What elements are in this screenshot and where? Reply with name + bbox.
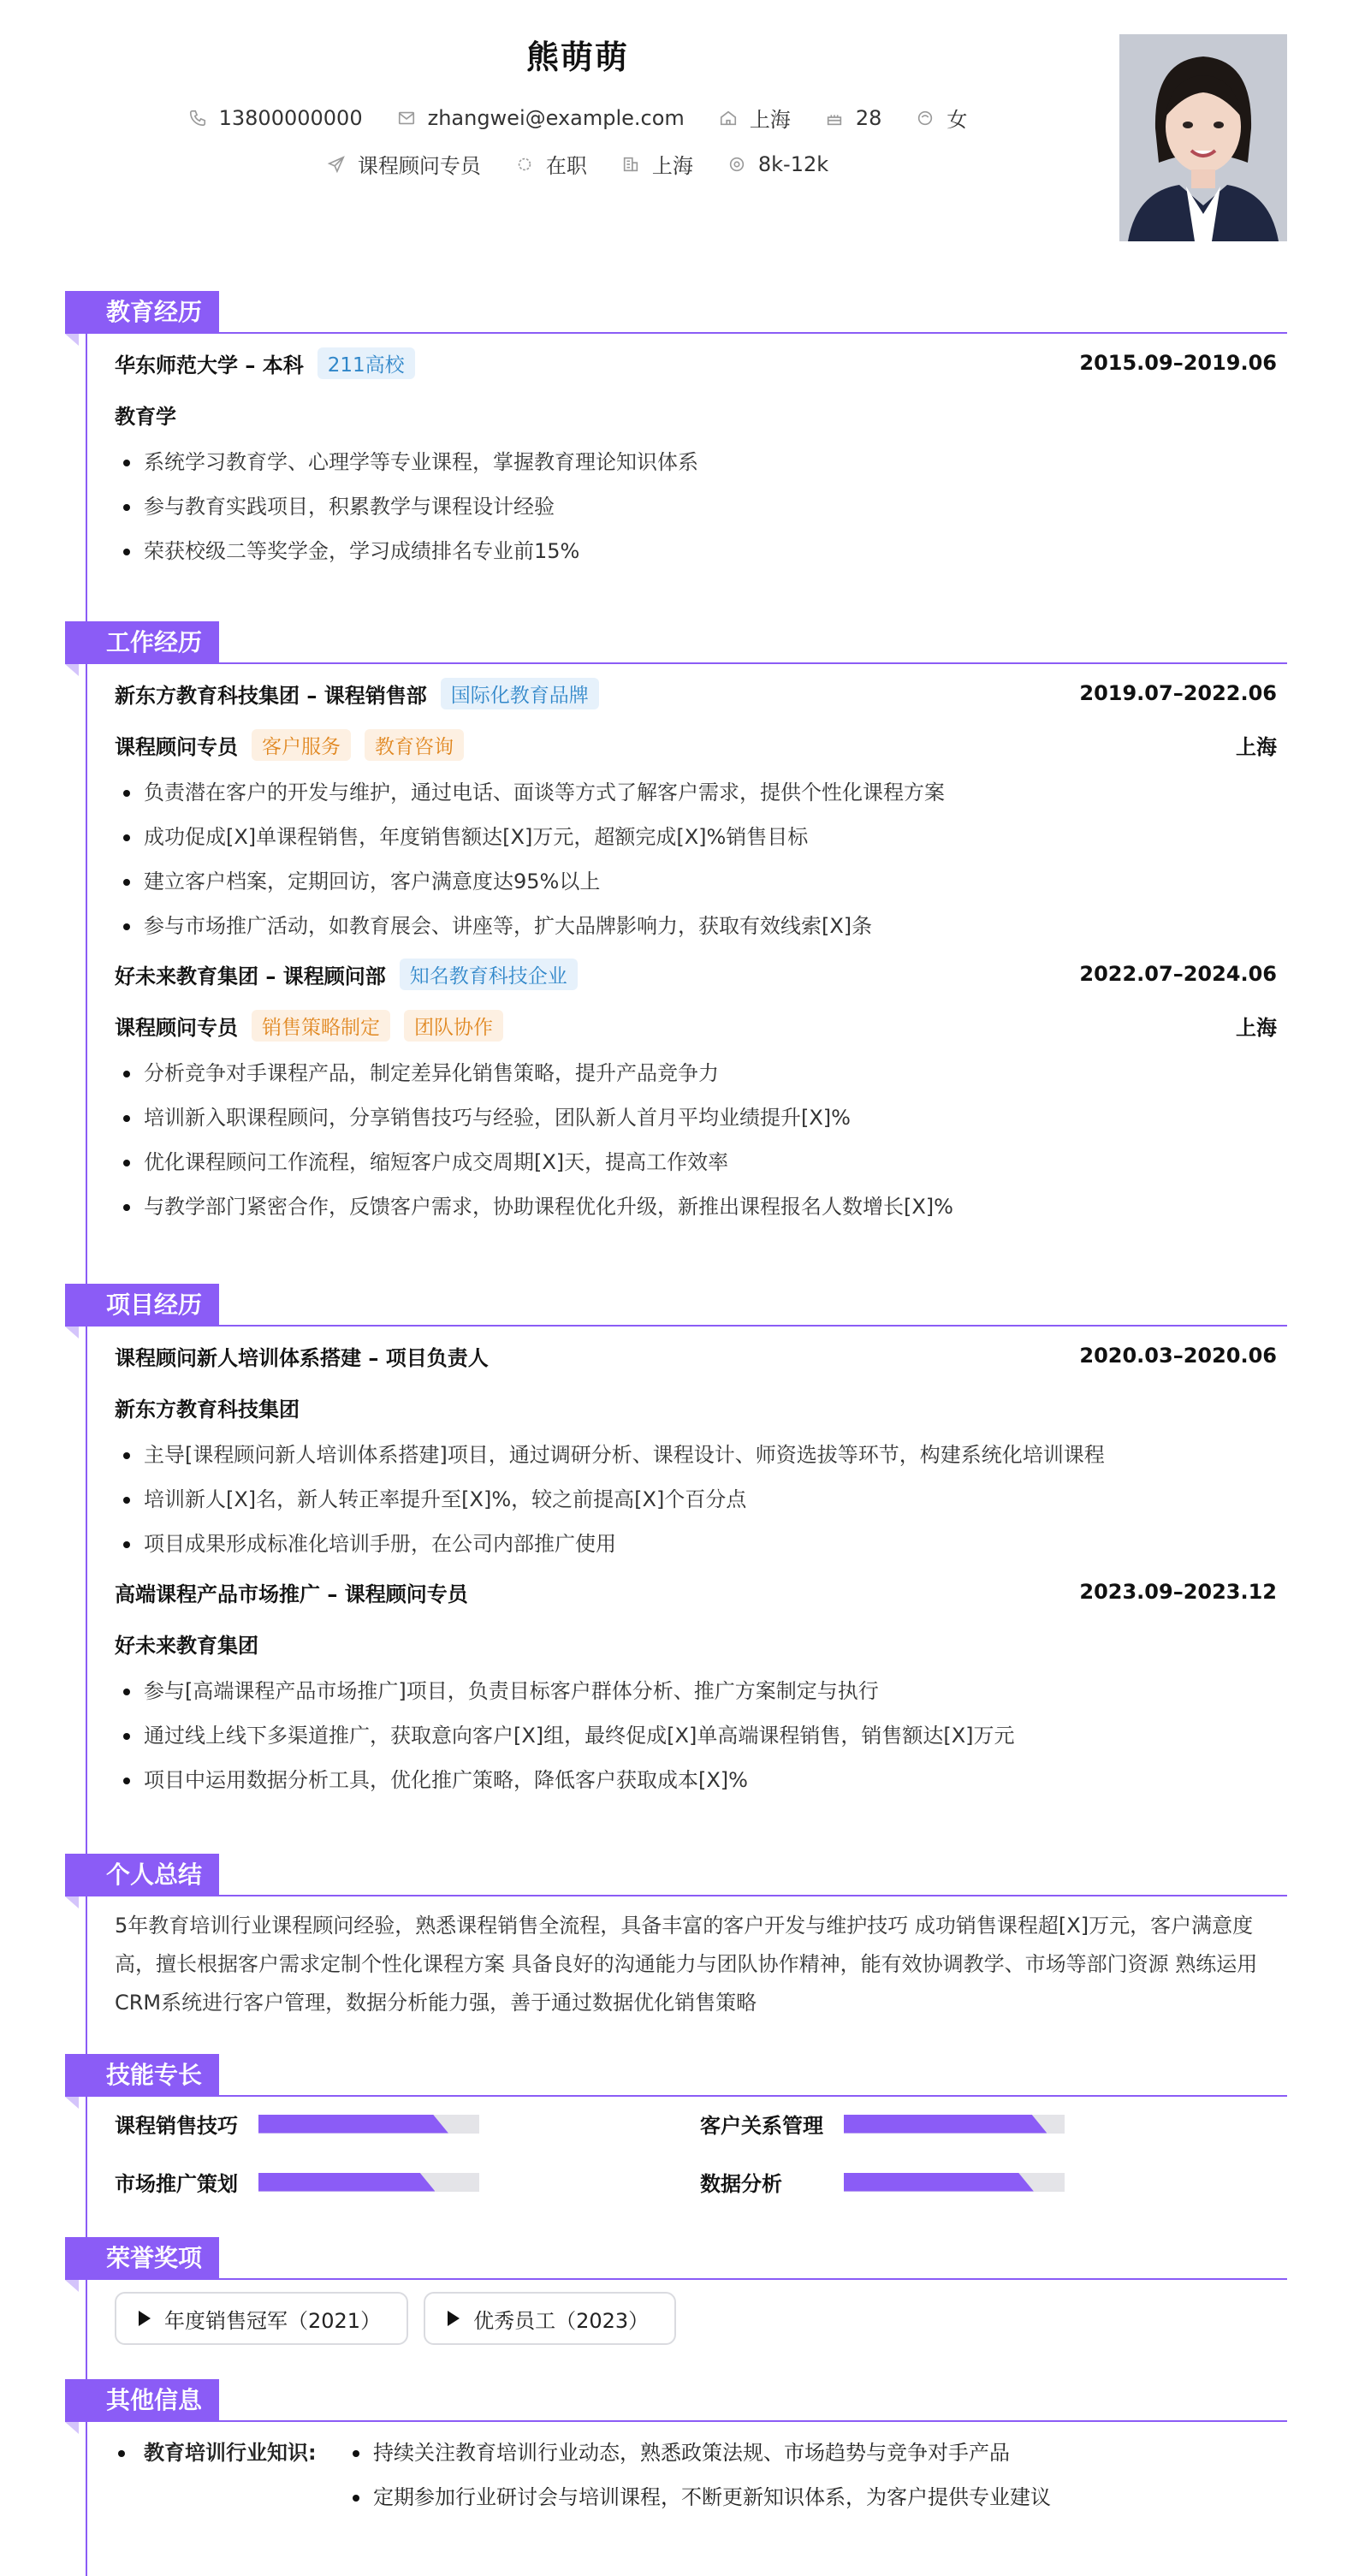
mail-icon xyxy=(397,109,416,128)
work-date: 2019.07–2022.06 xyxy=(1079,681,1277,705)
award-label: 年度销售冠军（2021） xyxy=(164,2308,382,2333)
projects-section xyxy=(65,1284,1287,1802)
education-date: 2015.09–2019.06 xyxy=(1079,351,1277,375)
section-divider xyxy=(219,332,1287,334)
section-header xyxy=(65,2379,1287,2422)
play-icon xyxy=(139,2311,151,2326)
skill-bar-fill xyxy=(258,2115,448,2134)
project-bullets xyxy=(65,1433,1287,1566)
award-item xyxy=(115,2292,408,2345)
section-title: 工作经历 xyxy=(65,621,219,664)
section-divider xyxy=(219,1895,1287,1896)
cake-icon xyxy=(825,109,844,128)
section-title: 技能专长 xyxy=(65,2054,219,2097)
work-bullets xyxy=(65,770,1287,948)
work-bullets xyxy=(65,1051,1287,1229)
major-row xyxy=(65,389,1287,440)
work-entry-header xyxy=(65,948,1287,1000)
section-title: 个人总结 xyxy=(65,1854,219,1896)
section-divider xyxy=(219,662,1287,664)
section-header xyxy=(65,1854,1287,1896)
email-text: zhangwei@example.com xyxy=(427,105,685,130)
salary-text: 8k-12k xyxy=(757,151,829,176)
target-city-info xyxy=(621,149,693,179)
status-icon xyxy=(515,155,534,174)
section-title: 其他信息 xyxy=(65,2379,219,2422)
list-item: 参与[高端课程产品市场推广]项目，负责目标客户群体分析、推广方案制定与执行 xyxy=(144,1669,1287,1713)
skill-bar xyxy=(258,2173,479,2192)
project-date: 2020.03–2020.06 xyxy=(1079,1344,1277,1368)
award-item xyxy=(424,2292,676,2345)
work-section xyxy=(65,621,1287,1229)
skills-section xyxy=(65,2054,1287,2217)
major-name: 教育学 xyxy=(115,404,176,429)
target-position-info xyxy=(327,149,481,179)
awards-section xyxy=(65,2237,1287,2374)
section-header xyxy=(65,2237,1287,2280)
role-name: 课程顾问专员 xyxy=(115,734,238,759)
list-item: 培训新入职课程顾问，分享销售技巧与经验，团队新人首月平均业绩提升[X]% xyxy=(144,1095,1287,1140)
education-section xyxy=(65,291,1287,573)
list-item: 分析竞争对手课程产品，制定差异化销售策略，提升产品竞争力 xyxy=(144,1051,1287,1095)
profile-photo xyxy=(1119,34,1287,241)
list-item: 通过线上线下多渠道推广，获取意向客户[X]组，最终促成[X]单高端课程销售，销售额达[X]万元 xyxy=(144,1713,1287,1758)
candidate-name: 熊萌萌 xyxy=(525,39,629,76)
list-item: 建立客户档案，定期回访，客户满意度达95%以上 xyxy=(144,859,1287,904)
phone-text: 13800000000 xyxy=(218,105,363,130)
work-city: 上海 xyxy=(1236,734,1277,759)
project-name: 课程顾问新人培训体系搭建 – 项目负责人 xyxy=(115,1345,489,1370)
other-values xyxy=(344,2431,1051,2520)
list-item: 荣获校级二等奖学金，学习成绩排名专业前15% xyxy=(144,529,1287,573)
home-city-text: 上海 xyxy=(749,108,791,132)
skill-bar-fill xyxy=(258,2173,435,2192)
section-header xyxy=(65,291,1287,334)
role-row xyxy=(65,1000,1287,1051)
other-key: 教育培训行业知识: xyxy=(115,2431,344,2520)
role-tag: 销售策略制定 xyxy=(252,1010,390,1042)
project-name: 高端课程产品市场推广 – 课程顾问专员 xyxy=(115,1582,468,1606)
building-icon xyxy=(621,155,640,174)
education-bullets xyxy=(65,440,1287,573)
project-org: 新东方教育科技集团 xyxy=(115,1397,300,1422)
project-bullets xyxy=(65,1669,1287,1802)
skill-name: 数据分析 xyxy=(700,2172,782,2196)
section-title: 项目经历 xyxy=(65,1284,219,1327)
work-city: 上海 xyxy=(1236,1015,1277,1040)
list-item: 成功促成[X]单课程销售，年度销售额达[X]万元，超额完成[X]%销售目标 xyxy=(144,815,1287,859)
list-item: 培训新人[X]名，新人转正率提升至[X]%，较之前提高[X]个百分点 xyxy=(144,1477,1287,1522)
skill-name: 客户关系管理 xyxy=(700,2114,823,2138)
list-item: 负责潜在客户的开发与维护，通过电话、面谈等方式了解客户需求，提供个性化课程方案 xyxy=(144,770,1287,815)
skill-item xyxy=(700,2109,1065,2139)
phone-info xyxy=(188,106,363,130)
section-header xyxy=(65,621,1287,664)
job-intent-row xyxy=(0,149,1155,179)
skill-bar xyxy=(844,2115,1065,2134)
target-city-text: 上海 xyxy=(651,154,693,178)
work-date: 2022.07–2024.06 xyxy=(1079,962,1277,986)
section-header xyxy=(65,1284,1287,1327)
contact-row xyxy=(0,103,1155,133)
company-tag: 国际化教育品牌 xyxy=(441,678,599,709)
company-name: 好未来教育集团 – 课程顾问部 xyxy=(115,964,386,988)
role-tag: 客户服务 xyxy=(252,729,351,761)
home-icon xyxy=(719,109,738,128)
other-row xyxy=(115,2431,1287,2520)
work-entry-header xyxy=(65,668,1287,719)
gender-text: 女 xyxy=(947,108,968,132)
section-header xyxy=(65,2054,1287,2097)
salary-info xyxy=(727,152,828,176)
job-status-info xyxy=(515,149,587,179)
other-section xyxy=(65,2379,1287,2520)
play-icon xyxy=(448,2311,460,2326)
role-tag: 团队协作 xyxy=(404,1010,503,1042)
project-date: 2023.09–2023.12 xyxy=(1079,1580,1277,1604)
company-name: 新东方教育科技集团 – 课程销售部 xyxy=(115,683,427,708)
role-tag: 教育咨询 xyxy=(365,729,464,761)
salary-icon xyxy=(727,155,746,174)
list-item: 系统学习教育学、心理学等专业课程，掌握教育理论知识体系 xyxy=(144,440,1287,484)
company-tag: 知名教育科技企业 xyxy=(400,959,578,990)
phone-icon xyxy=(188,109,207,128)
email-info xyxy=(397,106,685,130)
age-info xyxy=(825,106,882,130)
section-divider xyxy=(219,1325,1287,1327)
project-org-row xyxy=(65,1617,1287,1669)
summary-text: 5年教育培训行业课程顾问经验，熟悉课程销售全流程，具备丰富的客户开发与维护技巧 成功销售课程超[X]万元，客户满意度高，擅长根据客户需求定制个性化课程方案 具备良好的沟通能力与团队协作精神，能有效协调教学、市场等部门资源 熟练运用CRM系统进行客户管理，数据分析能力强，善于通过数据优化销售策略 xyxy=(115,1914,1258,2015)
skill-bar-fill xyxy=(844,2173,1034,2192)
project-org: 好未来教育集团 xyxy=(115,1633,258,1658)
section-title: 荣誉奖项 xyxy=(65,2237,219,2280)
skill-name: 市场推广策划 xyxy=(115,2172,238,2196)
list-item: 持续关注教育培训行业动态，熟悉政策法规、市场趋势与竞争对手产品 xyxy=(373,2431,1051,2475)
portrait-image xyxy=(1119,34,1287,241)
target-position-text: 课程顾问专员 xyxy=(357,154,481,178)
skill-item xyxy=(115,2167,479,2197)
award-label: 优秀员工（2023） xyxy=(473,2308,650,2333)
project-entry-header xyxy=(65,1330,1287,1381)
role-name: 课程顾问专员 xyxy=(115,1015,238,1040)
role-row xyxy=(65,719,1287,770)
home-city-info xyxy=(719,103,791,133)
skill-bar xyxy=(258,2115,479,2134)
awards-list xyxy=(65,2280,1287,2374)
section-title: 教育经历 xyxy=(65,291,219,334)
gender-icon xyxy=(916,109,935,128)
job-status-text: 在职 xyxy=(545,154,587,178)
list-item: 主导[课程顾问新人培训体系搭建]项目，通过调研分析、课程设计、师资选拔等环节，构建系统化培训课程 xyxy=(144,1433,1287,1477)
gender-info xyxy=(916,103,967,133)
list-item: 与教学部门紧密合作，反馈客户需求，协助课程优化升级，新推出课程报名人数增长[X]% xyxy=(144,1184,1287,1229)
project-org-row xyxy=(65,1381,1287,1433)
education-entry-header xyxy=(65,337,1287,389)
list-item: 参与教育实践项目，积累教学与课程设计经验 xyxy=(144,484,1287,529)
age-text: 28 xyxy=(855,105,882,130)
list-item: 项目中运用数据分析工具，优化推广策略，降低客户获取成本[X]% xyxy=(144,1758,1287,1802)
school-tag: 211高校 xyxy=(317,347,415,379)
skill-item xyxy=(700,2167,1065,2197)
school-name: 华东师范大学 – 本科 xyxy=(115,353,304,377)
list-item: 定期参加行业研讨会与培训课程，不断更新知识体系，为客户提供专业建议 xyxy=(373,2475,1051,2520)
other-content xyxy=(65,2422,1287,2520)
project-entry-header xyxy=(65,1566,1287,1617)
skill-name: 课程销售技巧 xyxy=(115,2114,238,2138)
resume-header xyxy=(0,0,1359,257)
skill-item xyxy=(115,2109,479,2139)
skills-grid xyxy=(65,2097,1287,2217)
list-item: 项目成果形成标准化培训手册，在公司内部推广使用 xyxy=(144,1522,1287,1566)
send-icon xyxy=(327,155,346,174)
list-item: 优化课程顾问工作流程，缩短客户成交周期[X]天，提高工作效率 xyxy=(144,1140,1287,1184)
summary-section xyxy=(65,1854,1287,2022)
skill-bar xyxy=(844,2173,1065,2192)
list-item: 参与市场推广活动，如教育展会、讲座等，扩大品牌影响力，获取有效线索[X]条 xyxy=(144,904,1287,948)
skill-bar-fill xyxy=(844,2115,1047,2134)
